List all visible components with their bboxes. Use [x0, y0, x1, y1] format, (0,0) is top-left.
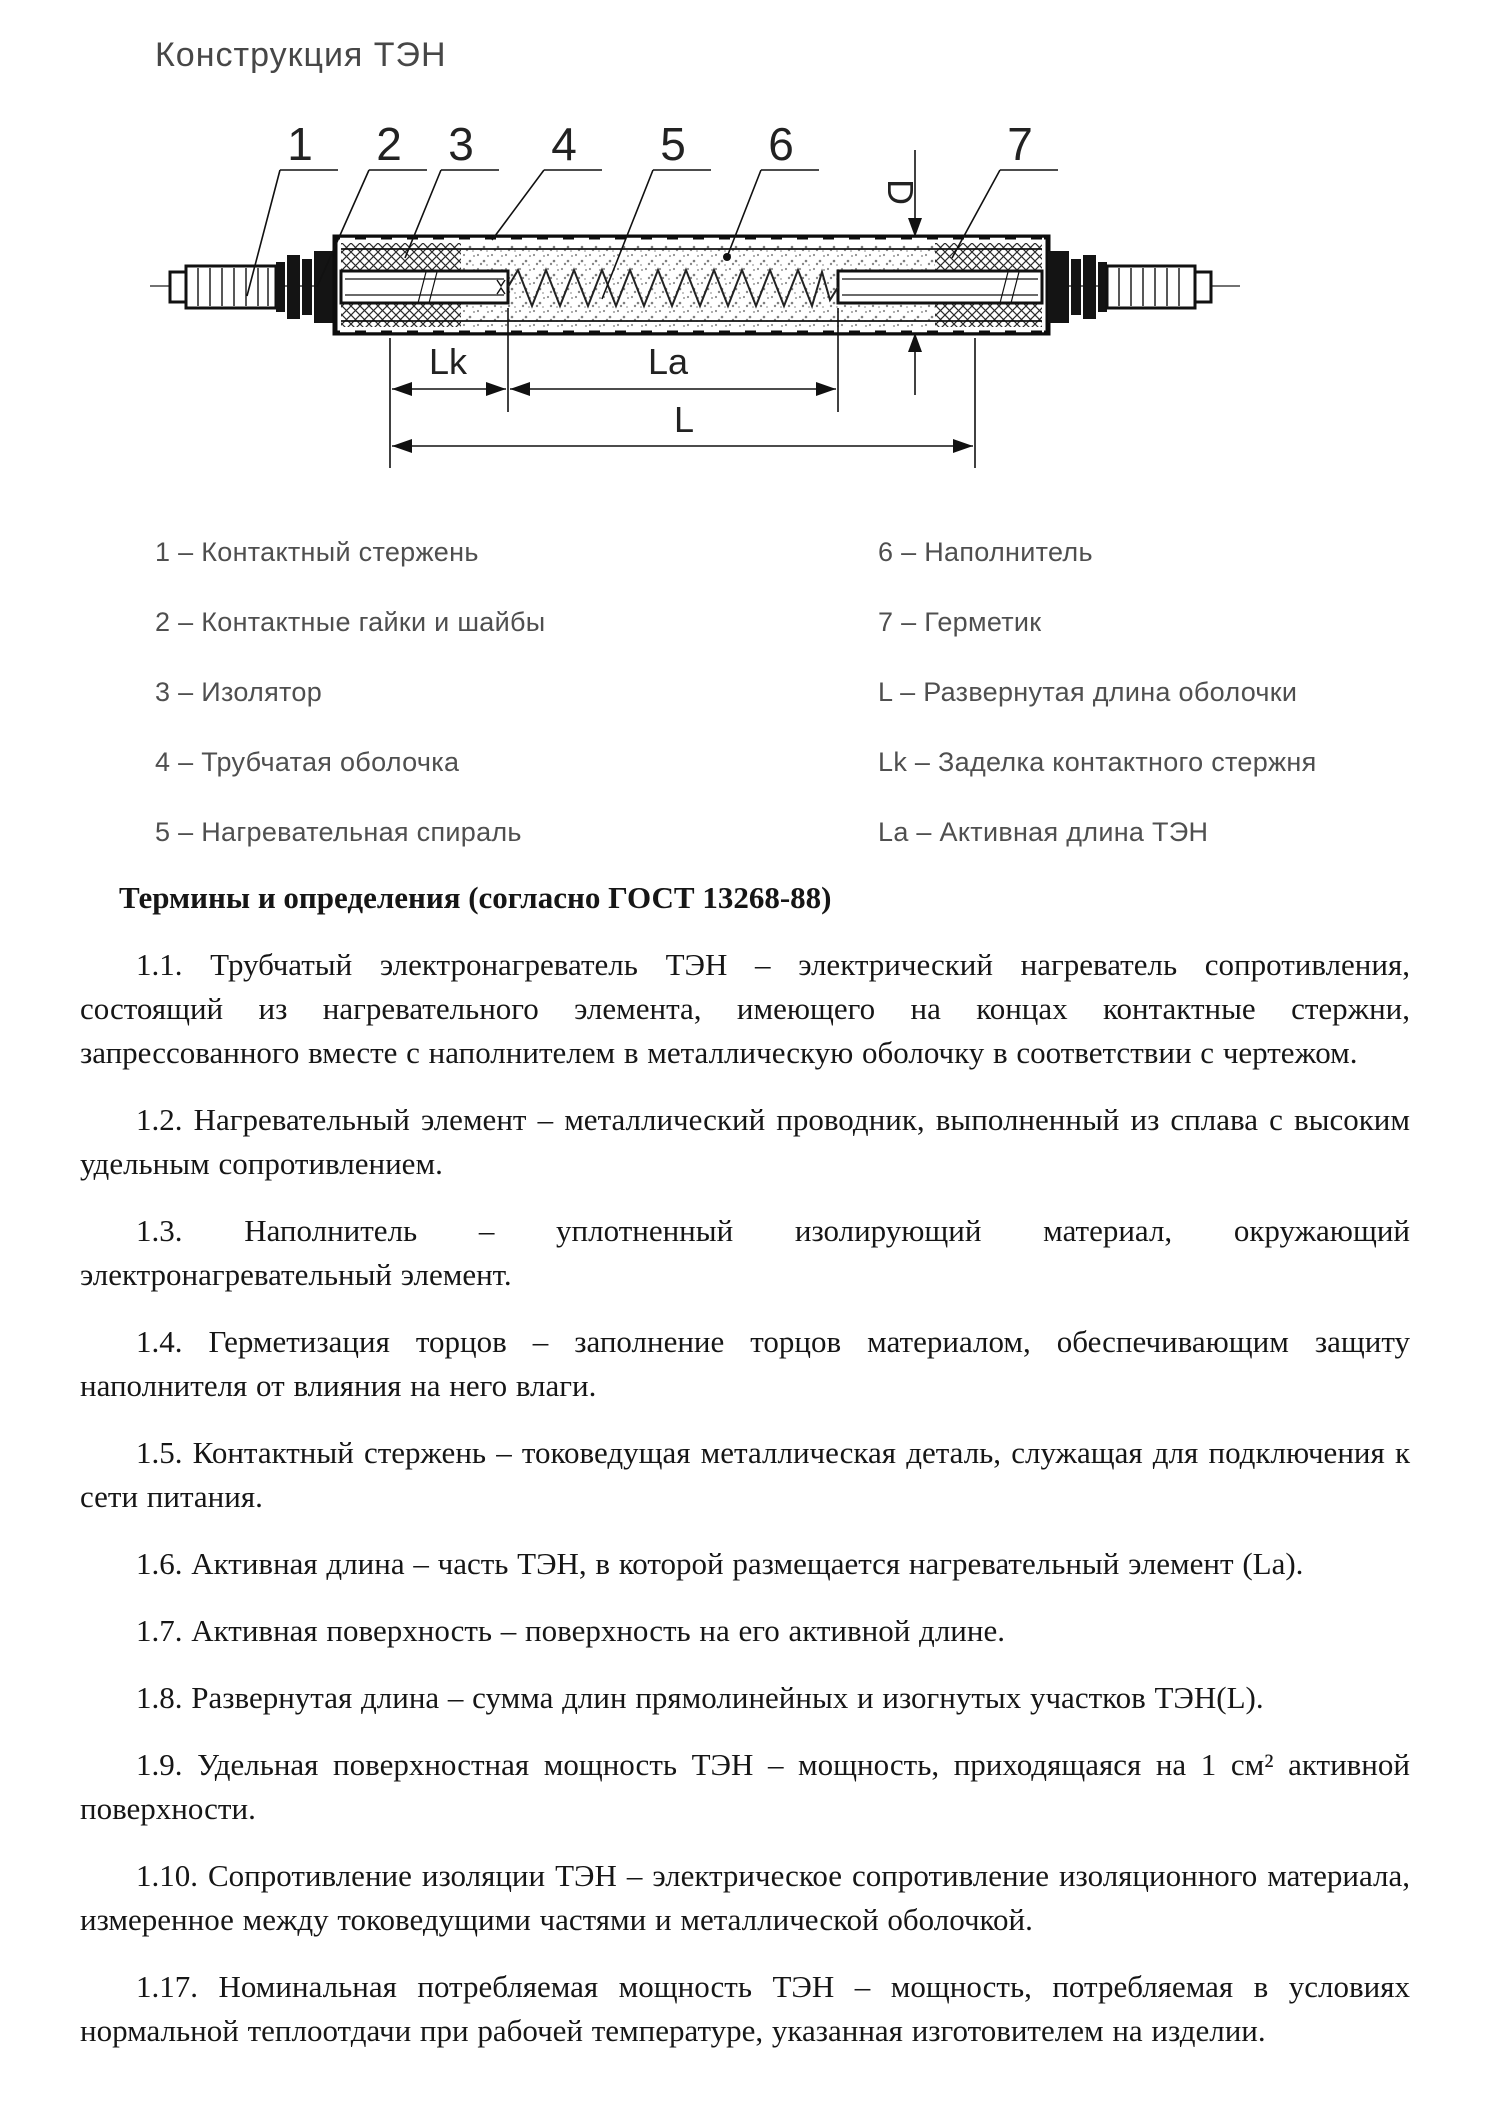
svg-text:7: 7 [1007, 118, 1033, 170]
ten-construction-diagram [0, 0, 1493, 520]
svg-text:2: 2 [376, 118, 402, 170]
legend-item: 3 – Изолятор [155, 677, 323, 707]
term-paragraph-1-2: 1.2. Нагревательный элемент – металлический проводник, выполненный из сплава с высоким удельным сопротивлением. [80, 1102, 1410, 1181]
svg-text:D: D [880, 179, 921, 205]
contact-nuts-left [276, 251, 335, 323]
legend-column-left [155, 537, 545, 887]
term-paragraph-1-9: 1.9. Удельная поверхностная мощность ТЭН – мощность, приходящаяся на 1 см² активной поверхности. [80, 1747, 1410, 1826]
term-paragraph-1-3: 1.3. Наполнитель – уплотненный изолирующий материал, окружающий электронагревательный элемент. [80, 1213, 1410, 1292]
svg-text:3: 3 [448, 118, 474, 170]
legend-item: 1 – Контактный стержень [155, 537, 479, 567]
term-paragraph-1-6: 1.6. Активная длина – часть ТЭН, в которой размещается нагревательный элемент (La). [136, 1546, 1304, 1581]
contact-rod-right [1107, 266, 1211, 308]
svg-text:5: 5 [660, 118, 686, 170]
embedded-rod-right [838, 271, 1042, 303]
term-paragraph-1-5: 1.5. Контактный стержень – токоведущая металлическая деталь, служащая для подключения к сети питания. [80, 1435, 1410, 1514]
term-paragraph-1-8: 1.8. Развернутая длина – сумма длин прямолинейных и изогнутых участков ТЭН(L). [136, 1680, 1264, 1715]
callout-4 [492, 118, 602, 240]
term-paragraph-1-17: 1.17. Номинальная потребляемая мощность ТЭН – мощность, потребляемая в условиях нормальной теплоотдачи при рабочей температуре, указанная изготовителем на изделии. [80, 1969, 1410, 2048]
legend-column-right [878, 537, 1317, 887]
svg-text:L: L [673, 399, 695, 440]
svg-text:6: 6 [768, 118, 794, 170]
dimension-lk [392, 341, 506, 396]
svg-text:1: 1 [287, 118, 313, 170]
svg-text:Lk: Lk [428, 341, 468, 382]
terms-section [80, 878, 1410, 2053]
contact-nuts-right [1048, 251, 1107, 323]
term-paragraph-1-10: 1.10. Сопротивление изоляции ТЭН – электрическое сопротивление изоляционного материала, измеренное между токоведущими частями и металлической оболочкой. [80, 1858, 1410, 1937]
legend-item: 2 – Контактные гайки и шайбы [155, 607, 546, 637]
legend-item: L – Развернутая длина оболочки [878, 677, 1298, 707]
embedded-rod-left [341, 271, 508, 303]
page-title: Конструкция ТЭН [155, 36, 447, 74]
legend-item: La – Активная длина ТЭН [878, 817, 1209, 847]
section-heading: Термины и определения (согласно ГОСТ 13268-88) [119, 880, 832, 915]
term-paragraph-1-1: 1.1. Трубчатый электронагреватель ТЭН – электрический нагреватель сопротивления, состоящий из нагревательного элемента, имеющего на концах контактные стержни, запрессованного вместе с наполнителем в металлическую оболочку в соответствии с чертежом. [80, 947, 1410, 1070]
svg-text:La: La [647, 341, 689, 382]
term-paragraph-1-7: 1.7. Активная поверхность – поверхность на его активной длине. [136, 1613, 1005, 1648]
legend-item: 4 – Трубчатая оболочка [155, 747, 460, 777]
legend-item: 6 – Наполнитель [878, 537, 1093, 567]
dimension-la [510, 341, 836, 396]
legend-item: 5 – Нагревательная спираль [155, 817, 522, 847]
contact-rod-left [170, 266, 276, 308]
legend-item: Lk – Заделка контактного стержня [878, 747, 1317, 777]
svg-text:4: 4 [551, 118, 577, 170]
term-paragraph-1-4: 1.4. Герметизация торцов – заполнение торцов материалом, обеспечивающим защиту наполнителя от влияния на него влаги. [80, 1324, 1410, 1403]
legend-item: 7 – Герметик [878, 607, 1042, 637]
dimension-l [392, 399, 973, 453]
